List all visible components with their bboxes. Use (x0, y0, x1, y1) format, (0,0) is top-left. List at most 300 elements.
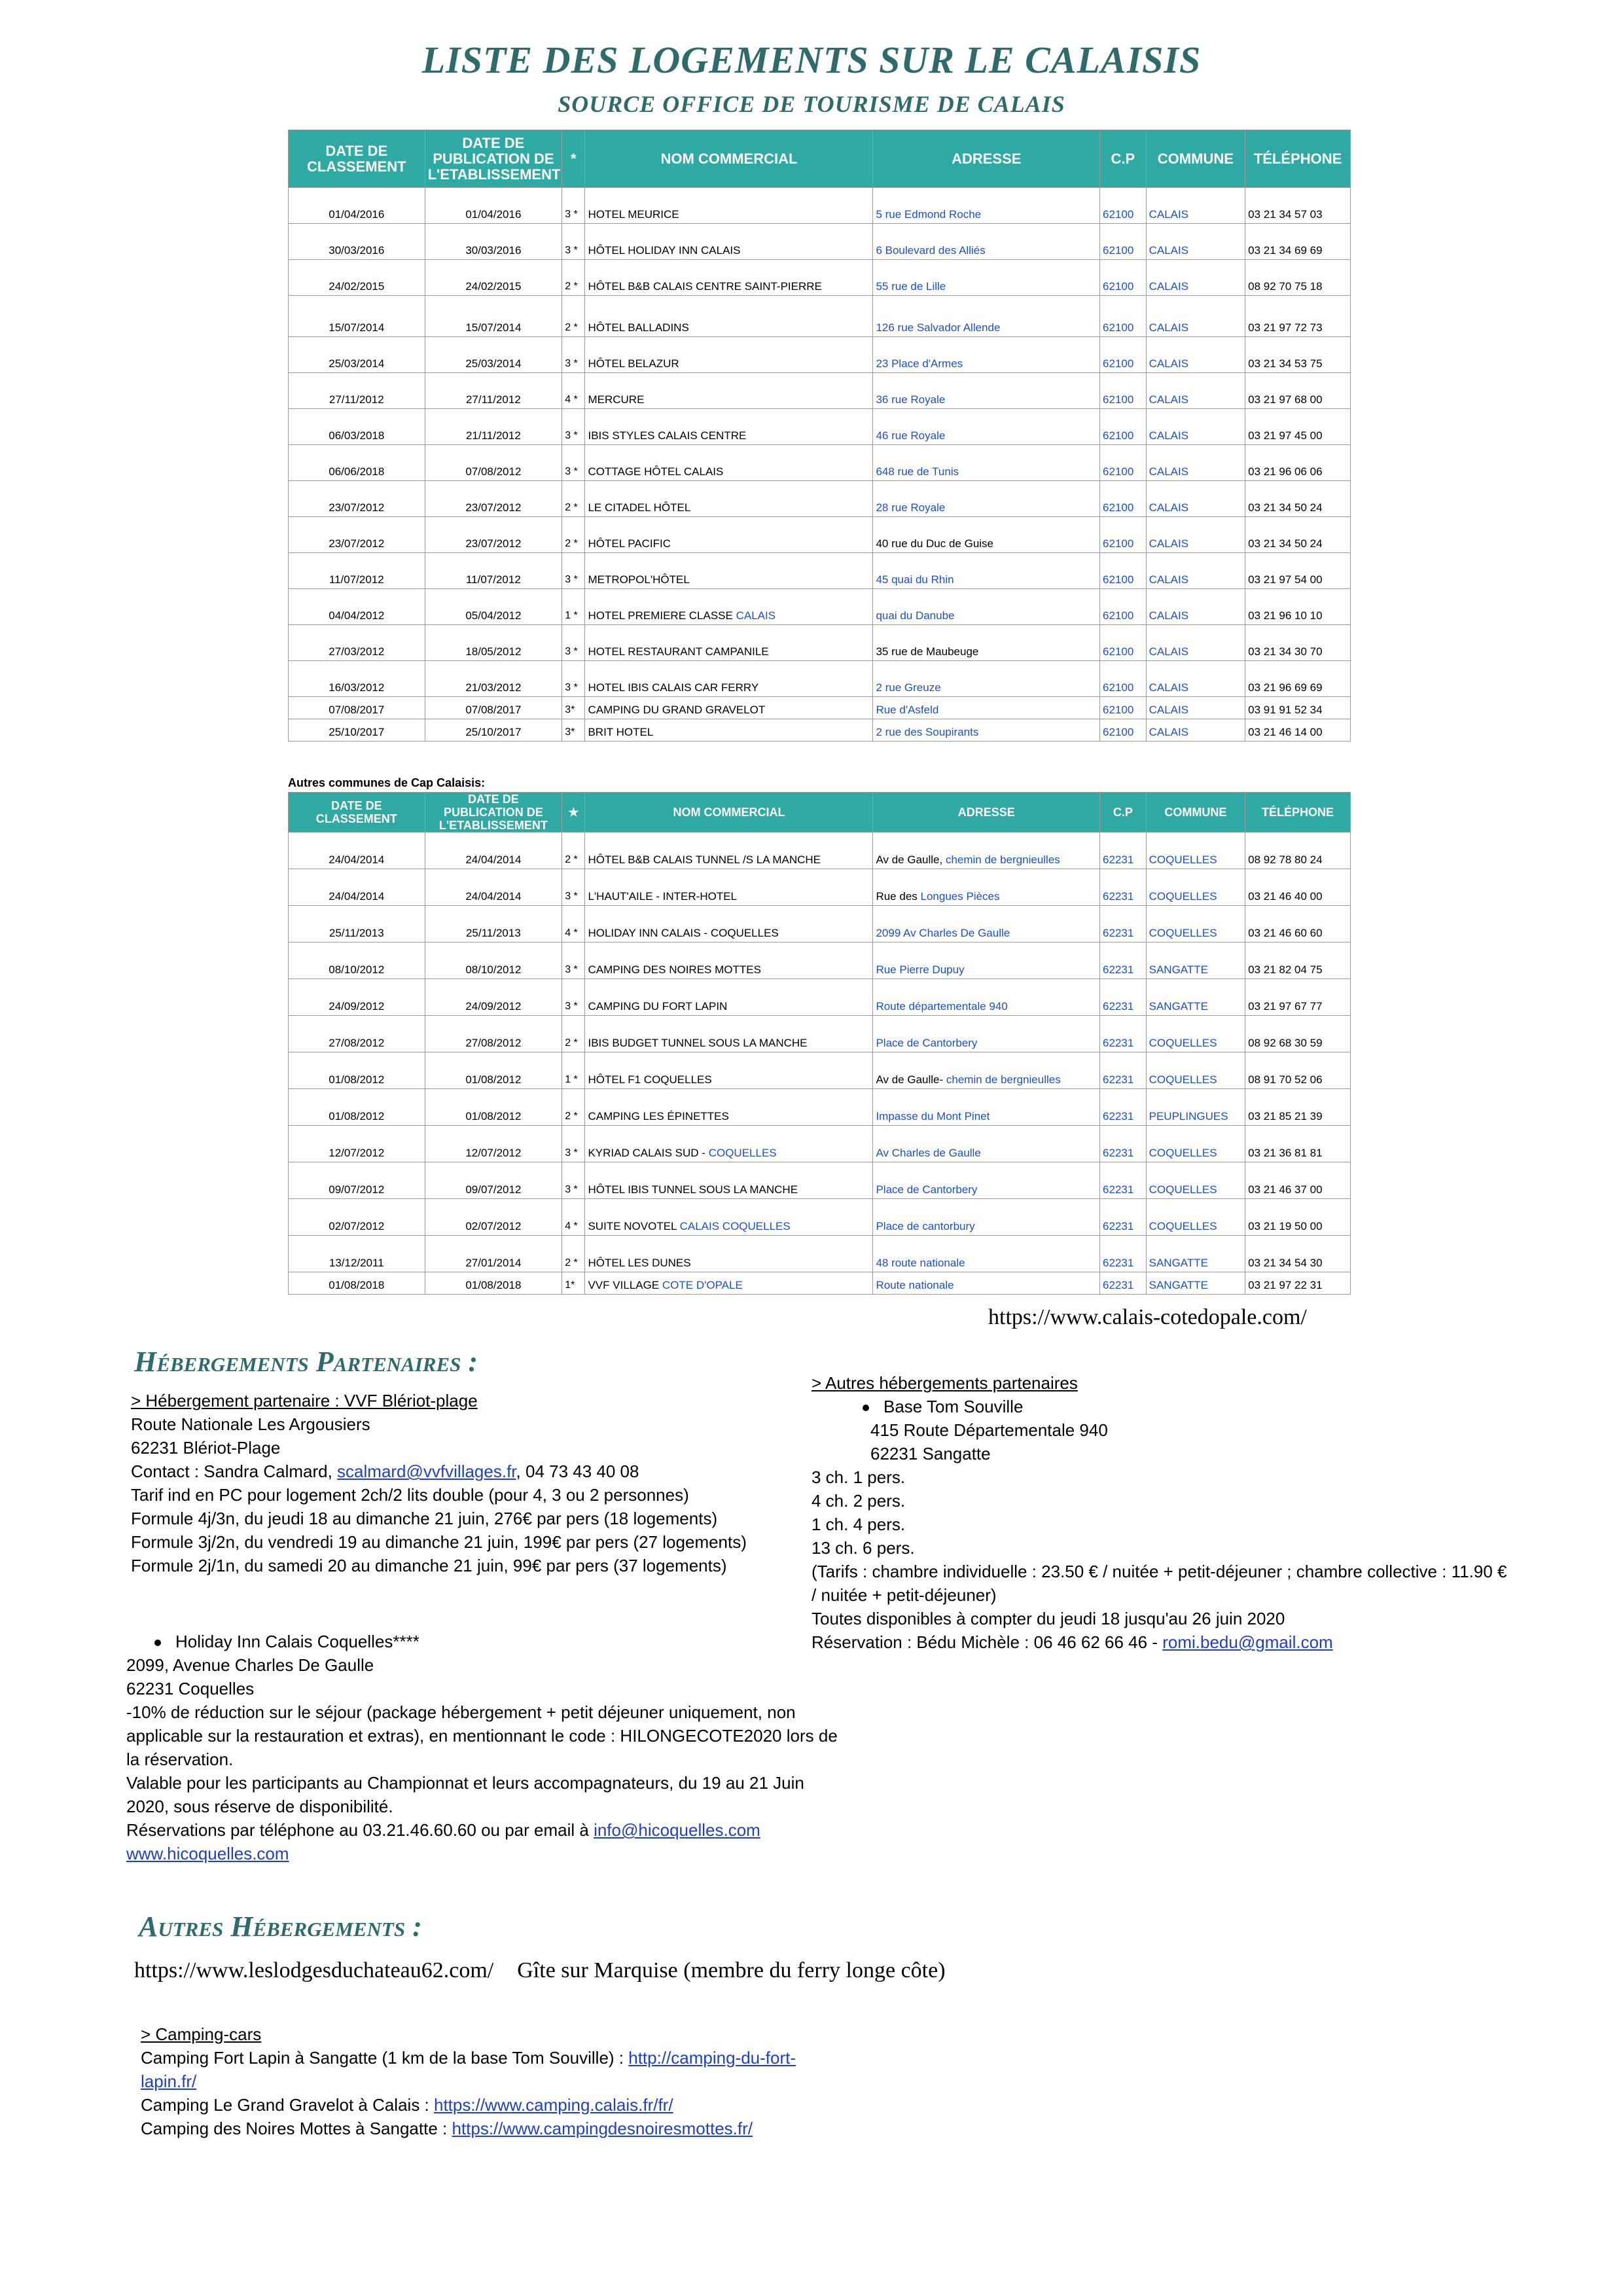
page-subtitle: SOURCE OFFICE DE TOURISME DE CALAIS (558, 91, 1065, 117)
address-cell (873, 1126, 1100, 1162)
address-cell (873, 188, 1100, 224)
name-cell (585, 553, 873, 589)
table-row (289, 942, 1351, 979)
telephone-cell: 08 92 70 75 18 (1245, 260, 1351, 296)
cp-cell: 62100 (1100, 224, 1147, 260)
name-cell (585, 589, 873, 625)
address-text: 6 Boulevard des Alliés (876, 244, 986, 257)
date-classement-cell: 07/08/2017 (289, 697, 425, 719)
telephone-cell: 08 91 70 52 06 (1245, 1052, 1351, 1089)
address-cell (873, 589, 1100, 625)
camping-line (141, 2093, 796, 2117)
cp-cell: 62100 (1100, 553, 1147, 589)
name-text: COTTAGE HÔTEL CALAIS (588, 465, 724, 478)
date-classement-cell: 25/03/2014 (289, 337, 425, 373)
tom-souville-resa (812, 1630, 1507, 1654)
address-text: Rue Pierre Dupuy (876, 963, 965, 976)
date-classement-cell: 01/08/2012 (289, 1089, 425, 1126)
name-cell (585, 481, 873, 517)
address-text: Place de Cantorbery (876, 1183, 978, 1196)
address-cell (873, 1016, 1100, 1052)
col-commune: COMMUNE (1146, 793, 1245, 833)
lodges-url[interactable]: https://www.leslodgesduchateau62.com/ (134, 1958, 494, 1982)
camping-fort-lapin-link[interactable]: http://camping-du-fort- (628, 2048, 796, 2068)
col-date-classement: DATE DE CLASSEMENT (289, 793, 425, 833)
col-adresse: ADRESSE (873, 130, 1100, 188)
commune-cell: COQUELLES (1146, 906, 1245, 942)
stars-cell: 3 * (562, 337, 585, 373)
camping-gravelot-link[interactable]: https://www.camping.calais.fr/fr/ (434, 2095, 673, 2115)
holiday-inn-title (154, 1630, 419, 1653)
other-communes-label: Autres communes de Cap Calaisis: (288, 776, 486, 789)
name-cell (585, 1126, 873, 1162)
table-row (289, 553, 1351, 589)
holiday-line: Valable pour les participants au Championnat et leurs accompagnateurs, du 19 au 21 Juin (126, 1773, 804, 1793)
name-cell (585, 1199, 873, 1236)
room-line: 4 ch. 2 pers. (812, 1491, 906, 1511)
name-text: HÔTEL F1 COQUELLES (588, 1073, 712, 1086)
holiday-line: -10% de réduction sur le séjour (package hébergement + petit déjeuner uniquement, non (126, 1702, 796, 1722)
date-classement-cell: 01/08/2012 (289, 1052, 425, 1089)
vvf-rate-line: Tarif ind en PC pour logement 2ch/2 lits double (pour 4, 3 ou 2 personnes) (131, 1485, 689, 1505)
telephone-cell: 03 21 46 60 60 (1245, 906, 1351, 942)
stars-cell: 3 * (562, 942, 585, 979)
stars-cell: 1 * (562, 1052, 585, 1089)
camping-line (141, 2070, 796, 2093)
cp-cell: 62231 (1100, 1052, 1147, 1089)
telephone-cell: 03 21 34 30 70 (1245, 625, 1351, 661)
camping-text: Camping des Noires Mottes à Sangatte : (141, 2119, 452, 2138)
name-text: HÔTEL HOLIDAY INN CALAIS (588, 244, 741, 257)
date-classement-cell: 27/08/2012 (289, 1016, 425, 1052)
address-text: Route départementale 940 (876, 1000, 1008, 1013)
address-text: 648 rue de Tunis (876, 465, 959, 478)
name-cell (585, 625, 873, 661)
vvf-rate-line: Formule 4j/3n, du jeudi 18 au dimanche 21 juin, 276€ par pers (18 logements) (131, 1509, 718, 1528)
cp-cell: 62100 (1100, 517, 1147, 553)
address-text: quai du Danube (876, 609, 955, 622)
stars-cell: 3* (562, 719, 585, 742)
date-classement-cell: 09/07/2012 (289, 1162, 425, 1199)
lodges-description: Gîte sur Marquise (membre du ferry longe côte) (517, 1958, 946, 1982)
name-text: IBIS STYLES CALAIS CENTRE (588, 429, 747, 442)
stars-cell: 2 * (562, 260, 585, 296)
name-text: HOTEL PREMIERE CLASSE (588, 609, 733, 622)
date-publication-cell: 27/01/2014 (425, 1236, 562, 1272)
tom-souville-title (812, 1395, 1507, 1418)
address-cell (873, 1199, 1100, 1236)
table-row (289, 1162, 1351, 1199)
name-text: KYRIAD CALAIS SUD - (588, 1147, 705, 1159)
name-cell (585, 1236, 873, 1272)
telephone-cell: 03 21 19 50 00 (1245, 1199, 1351, 1236)
name-suffix: CALAIS (736, 609, 776, 622)
col-nom-commercial: NOM COMMERCIAL (585, 793, 873, 833)
table-row (289, 1089, 1351, 1126)
name-cell (585, 869, 873, 906)
commune-cell: CALAIS (1146, 661, 1245, 697)
name-text: BRIT HOTEL (588, 726, 654, 738)
partners-heading: Hébergements Partenaires : (134, 1346, 478, 1378)
commune-cell: CALAIS (1146, 445, 1245, 481)
commune-cell: CALAIS (1146, 553, 1245, 589)
name-cell (585, 1272, 873, 1295)
cp-cell: 62100 (1100, 481, 1147, 517)
date-classement-cell: 15/07/2014 (289, 296, 425, 337)
date-publication-cell: 23/07/2012 (425, 517, 562, 553)
holiday-line: 2099, Avenue Charles De Gaulle (126, 1655, 374, 1675)
other-partners-link[interactable]: > Autres hébergements partenaires (812, 1373, 1078, 1393)
holiday-website-link[interactable]: www.hicoquelles.com (126, 1844, 289, 1863)
cp-cell: 62231 (1100, 1016, 1147, 1052)
address-cell (873, 942, 1100, 979)
table-row (289, 445, 1351, 481)
name-cell (585, 1089, 873, 1126)
address-prefix: Rue des (876, 890, 918, 903)
telephone-cell: 03 21 34 69 69 (1245, 224, 1351, 260)
table-row (289, 1272, 1351, 1295)
address-text: Impasse du Mont Pinet (876, 1110, 990, 1122)
table-row (289, 589, 1351, 625)
cp-cell: 62100 (1100, 625, 1147, 661)
room-line: 13 ch. 6 pers. (812, 1538, 915, 1558)
address-cell (873, 697, 1100, 719)
stars-cell: 3 * (562, 445, 585, 481)
address-prefix: Av de Gaulle- (876, 1073, 944, 1086)
address-cell (873, 719, 1100, 742)
table-row (289, 661, 1351, 697)
name-cell (585, 260, 873, 296)
name-cell (585, 833, 873, 869)
tarif-line: / nuitée + petit-déjeuner) (812, 1585, 997, 1605)
address-cell (873, 869, 1100, 906)
address-cell (873, 481, 1100, 517)
tarif-line: Toutes disponibles à compter du jeudi 18 jusqu'au 26 juin 2020 (812, 1609, 1285, 1628)
camping-text: Camping Le Grand Gravelot à Calais : (141, 2095, 434, 2115)
name-cell (585, 979, 873, 1016)
name-suffix: COQUELLES (708, 1147, 777, 1159)
stars-cell: 3 * (562, 1162, 585, 1199)
name-cell (585, 373, 873, 409)
address-text: 5 rue Edmond Roche (876, 208, 982, 221)
date-publication-cell: 24/02/2015 (425, 260, 562, 296)
table-row (289, 1052, 1351, 1089)
holiday-resa-prefix: Réservations par téléphone au 03.21.46.60.60 ou par email à (126, 1820, 594, 1840)
col-adresse: ADRESSE (873, 793, 1100, 833)
address-text: 2 rue Greuze (876, 681, 941, 694)
commune-cell: SANGATTE (1146, 979, 1245, 1016)
date-classement-cell: 06/06/2018 (289, 445, 425, 481)
commune-cell: CALAIS (1146, 589, 1245, 625)
commune-cell: CALAIS (1146, 224, 1245, 260)
tom-resa-email-link[interactable]: romi.bedu@gmail.com (1162, 1632, 1333, 1652)
commune-cell: CALAIS (1146, 337, 1245, 373)
campingcars-block (141, 2022, 796, 2140)
date-classement-cell: 13/12/2011 (289, 1236, 425, 1272)
campingcars-link[interactable]: > Camping-cars (141, 2024, 262, 2044)
commune-cell: CALAIS (1146, 409, 1245, 445)
name-text: CAMPING LES ÉPINETTES (588, 1110, 729, 1122)
holiday-email-link[interactable]: info@hicoquelles.com (594, 1820, 760, 1840)
address-text: 48 route nationale (876, 1257, 965, 1269)
date-publication-cell: 21/03/2012 (425, 661, 562, 697)
table-row (289, 409, 1351, 445)
commune-cell: CALAIS (1146, 260, 1245, 296)
address-text: 35 rue de Maubeuge (876, 645, 979, 658)
stars-cell: 3 * (562, 1126, 585, 1162)
holiday-line: la réservation. (126, 1749, 234, 1769)
vvf-rate-line: Formule 3j/2n, du vendredi 19 au dimanche 21 juin, 199€ par pers (27 logements) (131, 1532, 747, 1552)
address-text: 2 rue des Soupirants (876, 726, 979, 738)
telephone-cell: 03 21 97 67 77 (1245, 979, 1351, 1016)
holiday-inn-block (126, 1653, 838, 1865)
address-cell (873, 1162, 1100, 1199)
table-row (289, 517, 1351, 553)
address-text: 40 rue du Duc de Guise (876, 537, 994, 550)
name-text: SUITE NOVOTEL (588, 1220, 677, 1232)
date-classement-cell: 30/03/2016 (289, 224, 425, 260)
address-cell (873, 906, 1100, 942)
cp-cell: 62231 (1100, 1236, 1147, 1272)
table-row (289, 625, 1351, 661)
name-text: IBIS BUDGET TUNNEL SOUS LA MANCHE (588, 1037, 808, 1049)
holiday-line: 2020, sous réserve de disponibilité. (126, 1797, 393, 1816)
cp-cell: 62100 (1100, 661, 1147, 697)
table-row (289, 224, 1351, 260)
address-cell (873, 1089, 1100, 1126)
name-text: L'HAUT'AILE - INTER-HOTEL (588, 890, 737, 903)
name-text: MERCURE (588, 393, 645, 406)
table-row (289, 1016, 1351, 1052)
date-classement-cell: 01/08/2018 (289, 1272, 425, 1295)
address-text: 23 Place d'Armes (876, 357, 963, 370)
camping-text: Camping Fort Lapin à Sangatte (1 km de la base Tom Souville) : (141, 2048, 629, 2068)
commune-cell: SANGATTE (1146, 1236, 1245, 1272)
vvf-address-line: 62231 Blériot-Plage (131, 1438, 281, 1458)
commune-cell: CALAIS (1146, 719, 1245, 742)
col-stars: * (562, 130, 585, 188)
name-text: HÔTEL B&B CALAIS CENTRE SAINT-PIERRE (588, 280, 822, 293)
name-cell (585, 697, 873, 719)
date-publication-cell: 27/11/2012 (425, 373, 562, 409)
vvf-title-link[interactable]: > Hébergement partenaire : VVF Blériot-plage (131, 1391, 478, 1410)
name-text: HÔTEL BELAZUR (588, 357, 679, 370)
stars-cell: 1* (562, 1272, 585, 1295)
name-cell (585, 188, 873, 224)
commune-cell: SANGATTE (1146, 942, 1245, 979)
date-publication-cell: 24/04/2014 (425, 833, 562, 869)
stars-cell: 3 * (562, 979, 585, 1016)
name-cell (585, 517, 873, 553)
col-commune: COMMUNE (1146, 130, 1245, 188)
name-cell (585, 337, 873, 373)
lodges-line (134, 1958, 946, 1983)
table-row (289, 373, 1351, 409)
cp-cell: 62231 (1100, 1162, 1147, 1199)
camping-fort-lapin-link-cont[interactable]: lapin.fr/ (141, 2072, 197, 2091)
address-cell (873, 296, 1100, 337)
name-text: METROPOL'HÔTEL (588, 573, 690, 586)
stars-cell: 2 * (562, 833, 585, 869)
date-publication-cell: 05/04/2012 (425, 589, 562, 625)
name-text: CAMPING DU FORT LAPIN (588, 1000, 728, 1013)
date-publication-cell: 02/07/2012 (425, 1199, 562, 1236)
telephone-cell: 03 21 46 14 00 (1245, 719, 1351, 742)
address-cell (873, 1236, 1100, 1272)
stars-cell: 3 * (562, 625, 585, 661)
bullet-icon (863, 1405, 869, 1411)
holiday-resa (126, 1818, 838, 1842)
vvf-email-link[interactable]: scalmard@vvfvillages.fr (337, 1462, 516, 1481)
cp-cell: 62231 (1100, 1272, 1147, 1295)
telephone-cell: 03 21 82 04 75 (1245, 942, 1351, 979)
date-classement-cell: 24/09/2012 (289, 979, 425, 1016)
cp-cell: 62231 (1100, 942, 1147, 979)
table-row (289, 337, 1351, 373)
name-cell (585, 224, 873, 260)
tom-souville-address: 62231 Sangatte (870, 1444, 991, 1463)
col-nom-commercial: NOM COMMERCIAL (585, 130, 873, 188)
date-publication-cell: 23/07/2012 (425, 481, 562, 517)
telephone-cell: 03 21 97 72 73 (1245, 296, 1351, 337)
telephone-cell: 03 21 46 37 00 (1245, 1162, 1351, 1199)
address-cell (873, 553, 1100, 589)
commune-cell: CALAIS (1146, 481, 1245, 517)
name-suffix: CALAIS COQUELLES (679, 1220, 791, 1232)
telephone-cell: 03 21 97 22 31 (1245, 1272, 1351, 1295)
vvf-contact-phone: , 04 73 43 40 08 (516, 1462, 639, 1481)
cp-cell: 62231 (1100, 906, 1147, 942)
stars-cell: 3 * (562, 553, 585, 589)
date-classement-cell: 04/04/2012 (289, 589, 425, 625)
cp-cell: 62231 (1100, 1199, 1147, 1236)
stars-cell: 3 * (562, 224, 585, 260)
date-publication-cell: 01/08/2018 (425, 1272, 562, 1295)
commune-cell: COQUELLES (1146, 1016, 1245, 1052)
holiday-line: 62231 Coquelles (126, 1679, 255, 1698)
tom-resa-prefix: Réservation : Bédu Michèle : 06 46 62 66 46 - (812, 1632, 1163, 1652)
date-classement-cell: 24/02/2015 (289, 260, 425, 296)
tourism-site-url[interactable]: https://www.calais-cotedopale.com/ (988, 1305, 1307, 1329)
name-cell (585, 906, 873, 942)
address-prefix: Av de Gaulle, (876, 853, 943, 866)
table-row (289, 979, 1351, 1016)
name-suffix: COTE D'OPALE (662, 1279, 743, 1291)
date-publication-cell: 21/11/2012 (425, 409, 562, 445)
cp-cell: 62100 (1100, 337, 1147, 373)
date-classement-cell: 06/03/2018 (289, 409, 425, 445)
name-cell (585, 409, 873, 445)
commune-cell: CALAIS (1146, 517, 1245, 553)
table-row (289, 1126, 1351, 1162)
telephone-cell: 03 21 96 06 06 (1245, 445, 1351, 481)
stars-cell: 1 * (562, 589, 585, 625)
telephone-cell: 03 21 85 21 39 (1245, 1089, 1351, 1126)
commune-cell: CALAIS (1146, 373, 1245, 409)
cp-cell: 62100 (1100, 296, 1147, 337)
name-text: HOTEL RESTAURANT CAMPANILE (588, 645, 769, 658)
date-publication-cell: 30/03/2016 (425, 224, 562, 260)
stars-cell: 2 * (562, 1016, 585, 1052)
date-publication-cell: 25/11/2013 (425, 906, 562, 942)
address-text: Rue d'Asfeld (876, 704, 939, 716)
commune-cell: CALAIS (1146, 188, 1245, 224)
date-classement-cell: 02/07/2012 (289, 1199, 425, 1236)
address-text: 46 rue Royale (876, 429, 946, 442)
telephone-cell: 03 21 34 54 30 (1245, 1236, 1351, 1272)
autres-heading: Autres Hébergements : (139, 1910, 422, 1943)
holiday-line: applicable sur la restauration et extras), en mentionnant le code : HILONGECOTE2020 lors de (126, 1726, 838, 1746)
col-cp: C.P (1100, 793, 1147, 833)
commune-cell: COQUELLES (1146, 869, 1245, 906)
col-stars: ★ (562, 793, 585, 833)
stars-cell: 4 * (562, 373, 585, 409)
date-classement-cell: 23/07/2012 (289, 481, 425, 517)
address-cell (873, 337, 1100, 373)
date-classement-cell: 27/11/2012 (289, 373, 425, 409)
cp-cell: 62231 (1100, 979, 1147, 1016)
telephone-cell: 03 21 34 57 03 (1245, 188, 1351, 224)
cp-cell: 62100 (1100, 188, 1147, 224)
name-text: HOLIDAY INN CALAIS - COQUELLES (588, 927, 779, 939)
date-classement-cell: 24/04/2014 (289, 833, 425, 869)
col-date-classement: DATE DE CLASSEMENT (289, 130, 425, 188)
address-text: 126 rue Salvador Allende (876, 321, 1001, 334)
table-row (289, 260, 1351, 296)
commune-cell: COQUELLES (1146, 1052, 1245, 1089)
commune-cell: COQUELLES (1146, 1199, 1245, 1236)
telephone-cell: 08 92 78 80 24 (1245, 833, 1351, 869)
address-text: Longues Pièces (920, 890, 1000, 903)
vvf-block (131, 1389, 747, 1577)
holiday-inn-name: Holiday Inn Calais Coquelles**** (175, 1632, 419, 1651)
hotels-cap-calaisis-table (288, 792, 1351, 1295)
table-header-row (289, 130, 1351, 188)
tom-souville-name: Base Tom Souville (883, 1397, 1024, 1416)
address-cell (873, 979, 1100, 1016)
stars-cell: 3 * (562, 661, 585, 697)
table-row (289, 719, 1351, 742)
commune-cell: COQUELLES (1146, 1126, 1245, 1162)
address-cell (873, 260, 1100, 296)
date-publication-cell: 11/07/2012 (425, 553, 562, 589)
date-publication-cell: 27/08/2012 (425, 1016, 562, 1052)
address-text: 55 rue de Lille (876, 280, 946, 293)
name-cell (585, 942, 873, 979)
date-publication-cell: 15/07/2014 (425, 296, 562, 337)
table-row (289, 833, 1351, 869)
name-cell (585, 1016, 873, 1052)
date-classement-cell: 25/11/2013 (289, 906, 425, 942)
cp-cell: 62231 (1100, 1089, 1147, 1126)
camping-noires-mottes-link[interactable]: https://www.campingdesnoiresmottes.fr/ (452, 2119, 753, 2138)
cp-cell: 62231 (1100, 833, 1147, 869)
telephone-cell: 03 21 34 50 24 (1245, 481, 1351, 517)
telephone-cell: 03 21 34 50 24 (1245, 517, 1351, 553)
table-row (289, 296, 1351, 337)
cp-cell: 62100 (1100, 719, 1147, 742)
stars-cell: 2 * (562, 517, 585, 553)
date-classement-cell: 01/04/2016 (289, 188, 425, 224)
cp-cell: 62100 (1100, 373, 1147, 409)
name-text: HÔTEL LES DUNES (588, 1257, 691, 1269)
commune-cell: COQUELLES (1146, 833, 1245, 869)
address-text: chemin de bergnieulles (945, 853, 1060, 866)
date-publication-cell: 07/08/2017 (425, 697, 562, 719)
date-publication-cell: 01/04/2016 (425, 188, 562, 224)
vvf-address-line: Route Nationale Les Argousiers (131, 1414, 370, 1434)
stars-cell: 3* (562, 697, 585, 719)
